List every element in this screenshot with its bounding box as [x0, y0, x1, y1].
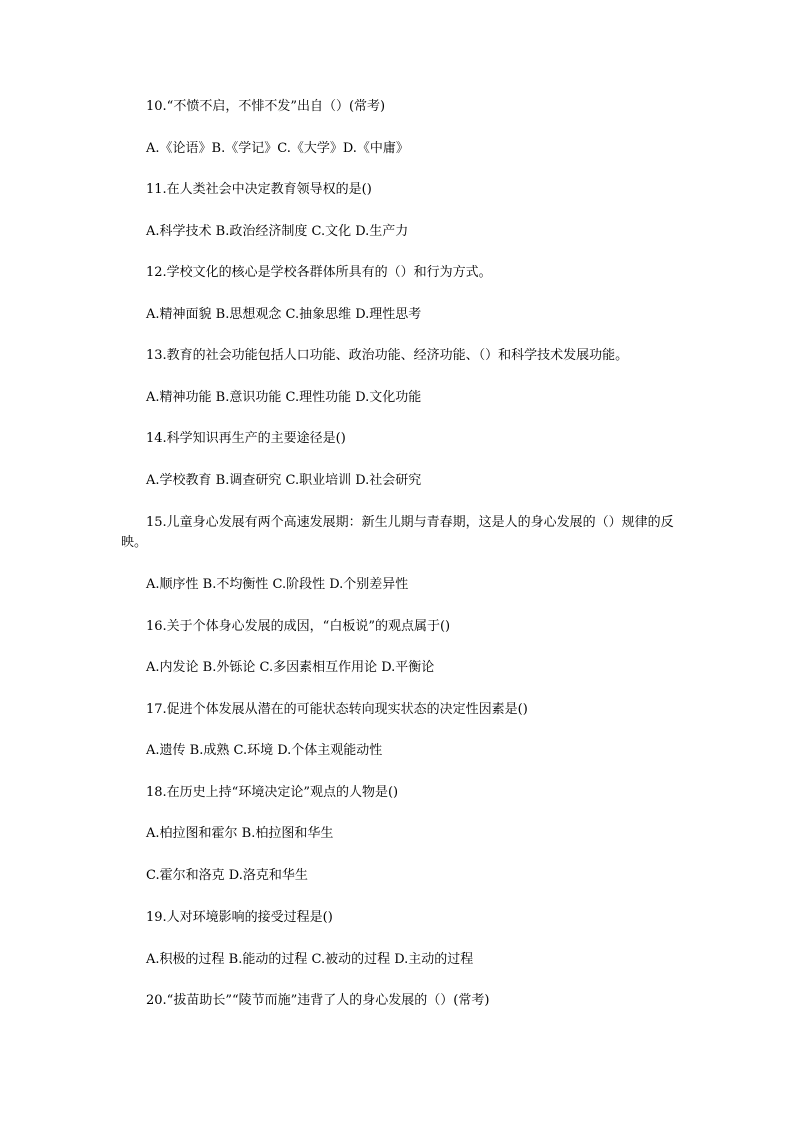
- question-11-stem: 11.在人类社会中决定教育领导权的是(): [146, 182, 372, 197]
- question-14-stem: 14.科学知识再生产的主要途径是(): [146, 431, 346, 446]
- question-19-stem: 19.人对环境影响的接受过程是(): [146, 910, 333, 925]
- question-16-options: A.内发论 B.外铄论 C.多因素相互作用论 D.平衡论: [146, 660, 435, 675]
- question-12-stem: 12.学校文化的核心是学校各群体所具有的（）和行为方式。: [146, 265, 492, 280]
- question-20-stem: 20.“拔苗助长”“陵节而施”违背了人的身心发展的（）(常考): [146, 993, 490, 1008]
- question-15-stem: 15.儿童身心发展有两个高速发展期：新生儿期与青春期，这是人的身心发展的（）规律的反映。: [121, 515, 674, 550]
- question-13-options: A.精神功能 B.意识功能 C.理性功能 D.文化功能: [146, 390, 422, 405]
- question-16-stem: 16.关于个体身心发展的成因，“白板说”的观点属于(): [146, 619, 451, 634]
- question-14-options: A.学校教育 B.调查研究 C.职业培训 D.社会研究: [146, 473, 422, 488]
- question-18-stem: 18.在历史上持“环境决定论”观点的人物是(): [146, 785, 399, 800]
- question-10-stem: 10.“不愤不启，不悱不发”出自（）(常考): [146, 99, 386, 114]
- question-18-options-line-2: C.霍尔和洛克 D.洛克和华生: [146, 868, 308, 883]
- question-19-options: A.积极的过程 B.能动的过程 C.被动的过程 D.主动的过程: [146, 952, 474, 967]
- question-18-options-line-1: A.柏拉图和霍尔 B.柏拉图和华生: [146, 826, 334, 841]
- question-11-options: A.科学技术 B.政治经济制度 C.文化 D.生产力: [146, 224, 409, 239]
- question-13-stem: 13.教育的社会功能包括人口功能、政治功能、经济功能、（）和科学技术发展功能。: [146, 348, 629, 363]
- question-12-options: A.精神面貌 B.思想观念 C.抽象思维 D.理性思考: [146, 307, 422, 322]
- question-17-stem: 17.促进个体发展从潜在的可能状态转向现实状态的决定性因素是(): [146, 702, 528, 717]
- question-10-options: A.《论语》B.《学记》C.《大学》D.《中庸》: [146, 141, 409, 156]
- question-15-options: A.顺序性 B.不均衡性 C.阶段性 D.个别差异性: [146, 577, 409, 592]
- question-17-options: A.遗传 B.成熟 C.环境 D.个体主观能动性: [146, 743, 383, 758]
